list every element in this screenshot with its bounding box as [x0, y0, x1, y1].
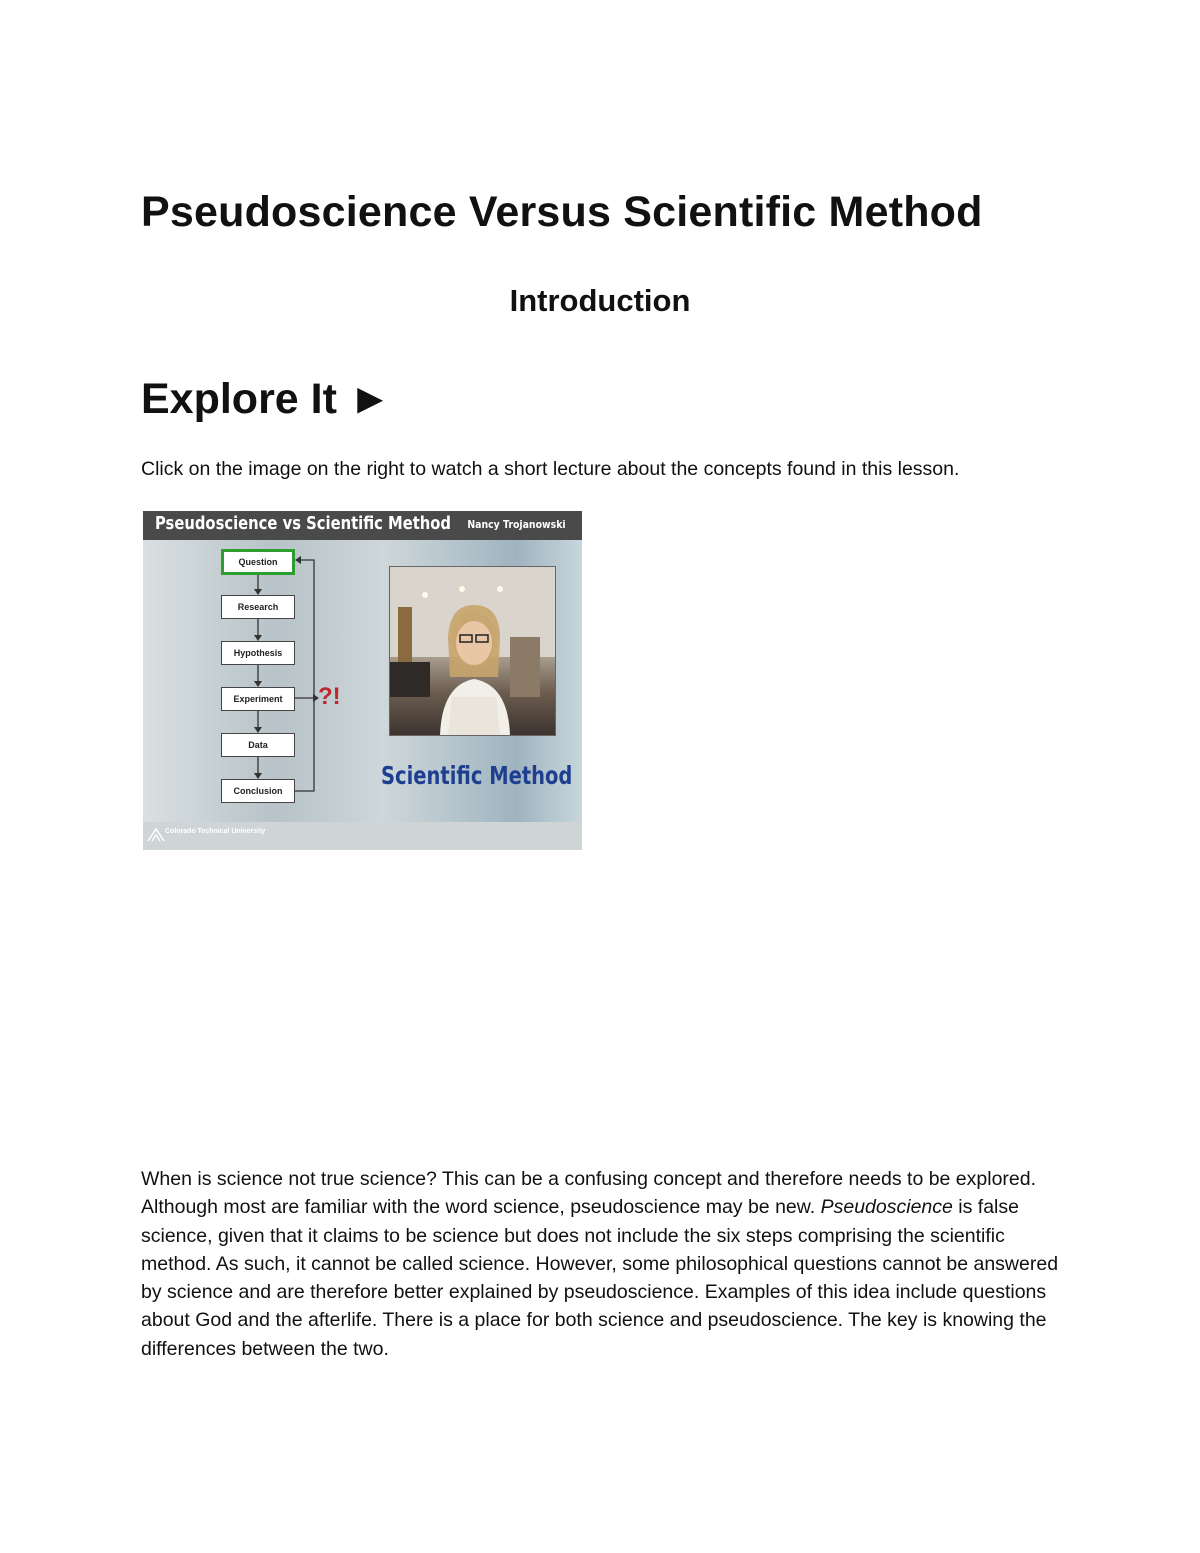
slide-caption: Scientific Method [381, 761, 573, 790]
flow-step-hypothesis: Hypothesis [221, 641, 295, 665]
presenter-video-frame [389, 566, 556, 736]
presenter-image [390, 567, 555, 735]
instruction-text: Click on the image on the right to watch a short lecture about the concepts found in this lesson. [141, 458, 960, 480]
slide-footer [143, 822, 582, 850]
flow-step-experiment: Experiment [221, 687, 295, 711]
flow-step-research: Research [221, 595, 295, 619]
body-paragraph [141, 1165, 1071, 1363]
lecture-video-thumbnail[interactable] [143, 511, 582, 850]
slide-author: Nancy Trojanowski [467, 518, 566, 531]
flow-step-question: Question [221, 549, 295, 575]
paragraph-text-2: is false science, given that it claims to be science but does not include the six steps comprising the scientific method. As such, it cannot be called science. However, some philosophical questions cannot be answered by science and are therefore better explained by pseudoscience. Examples of this idea include questions about God and the afterlife. There is a place for both science and pseudoscience. The key is knowing the differences between the two. [141, 1196, 1059, 1360]
university-name: Colorado Technical University [165, 828, 266, 835]
slide-title: Pseudoscience vs Scientific Method [155, 513, 451, 534]
pseudoscience-term: Pseudoscience [820, 1196, 953, 1219]
paragraph-text-1: When is science not true science? This can be a confusing concept and therefore needs to be explored. Although most are familiar with the word science, pseudoscience may be new. [141, 1168, 1037, 1219]
university-logo-icon [147, 826, 165, 842]
section-subtitle: Introduction [509, 283, 691, 318]
page-title: Pseudoscience Versus Scientific Method [141, 188, 983, 236]
explore-heading: Explore It ► [141, 375, 392, 423]
flow-step-data: Data [221, 733, 295, 757]
flow-step-conclusion: Conclusion [221, 779, 295, 803]
question-exclamation-marker: ?! [318, 683, 341, 710]
